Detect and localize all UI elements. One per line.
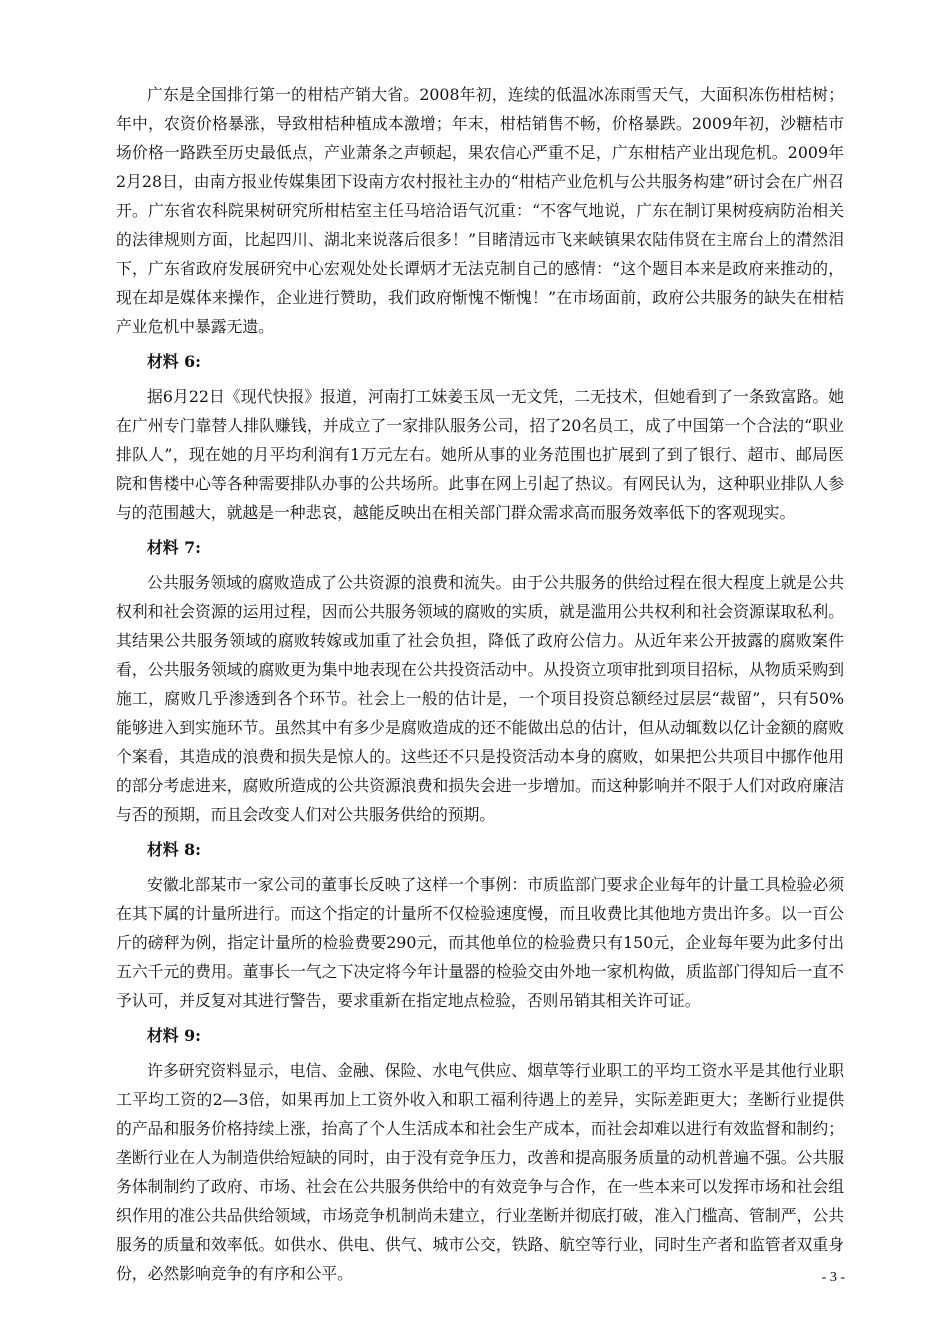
intro-paragraph: 广东是全国排行第一的柑桔产销大省。2008年初，连续的低温冰冻雨雪天气，大面积冻伤柑桔树；年中，农资价格暴涨，导致柑桔种植成本激增；年末，柑桔销售不畅，价格暴跌。2009年初，沙糖桔市场价格一路跌至历史最低点，产业萧条之声顿起，果农信心严重不足，广东柑桔产业出现危机。2009年2月28日，由南方报业传媒集团下设南方农村报社主办的“柑桔产业危机与公共服务构建”研讨会在广州召开。广东省农科院果树研究所柑桔室主任马培洽语气沉重：“不客气地说，广东在制订果树疫病防治相关的法律规则方面，比起四川、湖北来说落后很多！”目睹清远市飞来峡镇果农陆伟贤在主席台上的潸然泪下，广东省政府发展研究中心宏观处处长谭炳才无法克制自己的感情：“这个题目本来是政府来推动的，现在却是媒体来操作，企业进行赞助，我们政府惭愧不惭愧！”在市场面前，政府公共服务的缺失在柑桔产业危机中暴露无遗。 <box>116 85 844 336</box>
material-8-heading: 材料 8: <box>147 840 201 859</box>
material-8 <box>116 835 844 1015</box>
material-6-text: 据6月22日《现代快报》报道，河南打工妹姜玉凤一无文凭，二无技术，但她看到了一条致富路。她在广州专门靠替人排队赚钱，并成立了一家排队服务公司，招了20名员工，成了中国第一个合法的“职业排队人”，现在她的月平均利润有1万元左右。她所从事的业务范围也扩展到了到了银行、超市、邮局医院和售楼中心等各种需要排队办事的公共场所。此事在网上引起了热议。有网民认为，这种职业排队人参与的范围越大，就越是一种悲哀，越能反映出在相关部门群众需求高而服务效率低下的客观现实。 <box>116 387 844 522</box>
material-7-text: 公共服务领域的腐败造成了公共资源的浪费和流失。由于公共服务的供给过程在很大程度上就是公共权利和社会资源的运用过程，因而公共服务领域的腐败的实质，就是滥用公共权利和社会资源谋取私利。其结果公共服务领域的腐败转嫁或加重了社会负担，降低了政府公信力。从近年来公开披露的腐败案件看，公共服务领域的腐败更为集中地表现在公共投资活动中。从投资立项审批到项目招标，从物质采购到施工，腐败几乎渗透到各个环节。社会上一般的估计是，一个项目投资总额经过层层“裁留”，只有50%能够进入到实施环节。虽然其中有多少是腐败造成的还不能做出总的估计，但从动辄数以亿计金额的腐败个案看，其造成的浪费和损失是惊人的。这些还不只是投资活动本身的腐败，如果把公共项目中挪作他用的部分考虑进来，腐败所造成的公共资源浪费和损失会进一步增加。而这种影响并不限于人们对政府廉洁与否的预期，而且会改变人们对公共服务供给的预期。 <box>116 573 844 824</box>
page-number: - 3 - <box>821 1270 845 1285</box>
material-7 <box>116 533 844 829</box>
material-9-text: 许多研究资料显示，电信、金融、保险、水电气供应、烟草等行业职工的平均工资水平是其他行业职工平均工资的2—3倍，如果再加上工资外收入和职工福利待遇上的差异，实际差距更大；垄断行业提供的产品和服务价格持续上涨，抬高了个人生活成本和社会生产成本，而社会却难以进行有效监督和制约；垄断行业在人为制造供给短缺的同时，由于没有竞争压力，改善和提高服务质量的动机普遍不强。公共服务体制制约了政府、市场、社会在公共服务供给中的有效竞争与合作，在一些本来可以发挥市场和社会组织作用的准公共品供给领域，市场竞争机制尚未建立，行业垄断并彻底打破，准入门槛高、管制严，公共服务的质量和效率低。如供水、供电、供气、城市公交，铁路、航空等行业，同时生产者和监管者双重身份，必然影响竞争的有序和公平。 <box>116 1061 844 1283</box>
material-6-heading: 材料 6: <box>147 352 201 371</box>
material-9 <box>116 1021 844 1288</box>
material-7-heading: 材料 7: <box>147 538 201 557</box>
material-6 <box>116 347 844 527</box>
document-page <box>116 80 844 1290</box>
material-8-text: 安徽北部某市一家公司的董事长反映了这样一个事例：市质监部门要求企业每年的计量工具检验必须在其下属的计量所进行。而这个指定的计量所不仅检验速度慢，而且收费比其他地方贵出许多。以一百公斤的磅秤为例，指定计量所的检验费要290元，而其他单位的检验费只有150元，企业每年要为此多付出五六千元的费用。董事长一气之下决定将今年计量器的检验交由外地一家机构做，质监部门得知后一直不予认可，并反复对其进行警告，要求重新在指定地点检验，否则吊销其相关许可证。 <box>116 875 844 1010</box>
material-9-heading: 材料 9: <box>147 1026 201 1045</box>
